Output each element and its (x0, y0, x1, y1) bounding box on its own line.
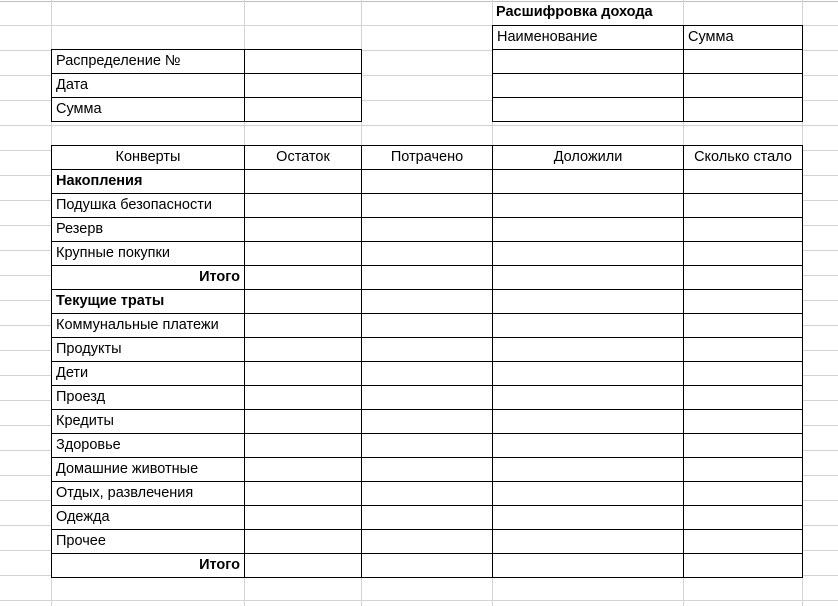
value-cell[interactable] (361, 169, 493, 194)
income-header-name[interactable]: Наименование (492, 25, 684, 50)
value-cell[interactable] (492, 505, 684, 530)
value-cell[interactable] (244, 289, 362, 314)
value-cell[interactable] (492, 529, 684, 554)
value-cell[interactable] (244, 169, 362, 194)
value-cell[interactable] (361, 409, 493, 434)
value-cell[interactable] (361, 337, 493, 362)
envelope-name[interactable]: Одежда (51, 505, 245, 530)
value-cell[interactable] (492, 337, 684, 362)
distribution-label[interactable]: Дата (51, 73, 245, 98)
envelope-name[interactable]: Здоровье (51, 433, 245, 458)
value-cell[interactable] (361, 289, 493, 314)
value-cell[interactable] (361, 313, 493, 338)
income-sum-cell[interactable] (683, 49, 803, 74)
total-value-cell[interactable] (683, 553, 803, 578)
value-cell[interactable] (244, 409, 362, 434)
value-cell[interactable] (361, 217, 493, 242)
value-cell[interactable] (244, 385, 362, 410)
value-cell[interactable] (244, 529, 362, 554)
value-cell[interactable] (361, 193, 493, 218)
value-cell[interactable] (244, 481, 362, 506)
value-cell[interactable] (492, 457, 684, 482)
section-title[interactable]: Накопления (51, 169, 245, 194)
envelope-name[interactable]: Дети (51, 361, 245, 386)
envelopes-header[interactable]: Сколько стало (683, 145, 803, 170)
value-cell[interactable] (492, 217, 684, 242)
envelopes-header[interactable]: Потрачено (361, 145, 493, 170)
envelope-name[interactable]: Резерв (51, 217, 245, 242)
value-cell[interactable] (492, 361, 684, 386)
value-cell[interactable] (361, 385, 493, 410)
envelope-name[interactable]: Коммунальные платежи (51, 313, 245, 338)
total-value-cell[interactable] (683, 265, 803, 290)
income-sum-cell[interactable] (683, 97, 803, 122)
value-cell[interactable] (683, 361, 803, 386)
income-name-cell[interactable] (492, 73, 684, 98)
envelopes-header[interactable]: Конверты (51, 145, 245, 170)
total-value-cell[interactable] (492, 265, 684, 290)
value-cell[interactable] (361, 361, 493, 386)
distribution-value-cell[interactable] (244, 97, 362, 122)
distribution-label[interactable]: Распределение № (51, 49, 245, 74)
value-cell[interactable] (492, 289, 684, 314)
value-cell[interactable] (492, 433, 684, 458)
value-cell[interactable] (244, 361, 362, 386)
section-total-label[interactable]: Итого (51, 265, 245, 290)
section-title[interactable]: Текущие траты (51, 289, 245, 314)
income-header-sum[interactable]: Сумма (683, 25, 803, 50)
value-cell[interactable] (683, 409, 803, 434)
total-value-cell[interactable] (244, 265, 362, 290)
envelope-name[interactable]: Кредиты (51, 409, 245, 434)
value-cell[interactable] (492, 313, 684, 338)
total-value-cell[interactable] (492, 553, 684, 578)
total-value-cell[interactable] (244, 553, 362, 578)
value-cell[interactable] (244, 457, 362, 482)
value-cell[interactable] (244, 241, 362, 266)
section-total-label[interactable]: Итого (51, 553, 245, 578)
value-cell[interactable] (361, 529, 493, 554)
value-cell[interactable] (361, 433, 493, 458)
value-cell[interactable] (244, 193, 362, 218)
distribution-value-cell[interactable] (244, 73, 362, 98)
income-name-cell[interactable] (492, 97, 684, 122)
envelope-name[interactable]: Отдых, развлечения (51, 481, 245, 506)
income-sum-cell[interactable] (683, 73, 803, 98)
value-cell[interactable] (683, 529, 803, 554)
value-cell[interactable] (492, 481, 684, 506)
distribution-label[interactable]: Сумма (51, 97, 245, 122)
envelope-name[interactable]: Прочее (51, 529, 245, 554)
value-cell[interactable] (683, 289, 803, 314)
value-cell[interactable] (244, 217, 362, 242)
envelopes-header[interactable]: Остаток (244, 145, 362, 170)
value-cell[interactable] (492, 409, 684, 434)
value-cell[interactable] (683, 385, 803, 410)
value-cell[interactable] (683, 457, 803, 482)
value-cell[interactable] (683, 505, 803, 530)
envelope-name[interactable]: Крупные покупки (51, 241, 245, 266)
distribution-value-cell[interactable] (244, 49, 362, 74)
value-cell[interactable] (683, 313, 803, 338)
envelope-name[interactable]: Проезд (51, 385, 245, 410)
envelope-name[interactable]: Продукты (51, 337, 245, 362)
envelope-name[interactable]: Домашние животные (51, 457, 245, 482)
total-value-cell[interactable] (361, 553, 493, 578)
value-cell[interactable] (244, 433, 362, 458)
value-cell[interactable] (361, 505, 493, 530)
value-cell[interactable] (361, 457, 493, 482)
value-cell[interactable] (492, 169, 684, 194)
income-title[interactable]: Расшифровка дохода (496, 4, 653, 20)
value-cell[interactable] (683, 169, 803, 194)
value-cell[interactable] (492, 385, 684, 410)
grid-top-border (0, 1, 838, 2)
income-name-cell[interactable] (492, 49, 684, 74)
envelopes-header[interactable]: Доложили (492, 145, 684, 170)
value-cell[interactable] (683, 481, 803, 506)
envelope-name[interactable]: Подушка безопасности (51, 193, 245, 218)
value-cell[interactable] (492, 193, 684, 218)
total-value-cell[interactable] (361, 265, 493, 290)
value-cell[interactable] (244, 505, 362, 530)
value-cell[interactable] (244, 313, 362, 338)
value-cell[interactable] (683, 241, 803, 266)
value-cell[interactable] (683, 193, 803, 218)
value-cell[interactable] (244, 337, 362, 362)
value-cell[interactable] (683, 337, 803, 362)
value-cell[interactable] (683, 433, 803, 458)
value-cell[interactable] (683, 217, 803, 242)
value-cell[interactable] (361, 481, 493, 506)
value-cell[interactable] (361, 241, 493, 266)
value-cell[interactable] (492, 241, 684, 266)
